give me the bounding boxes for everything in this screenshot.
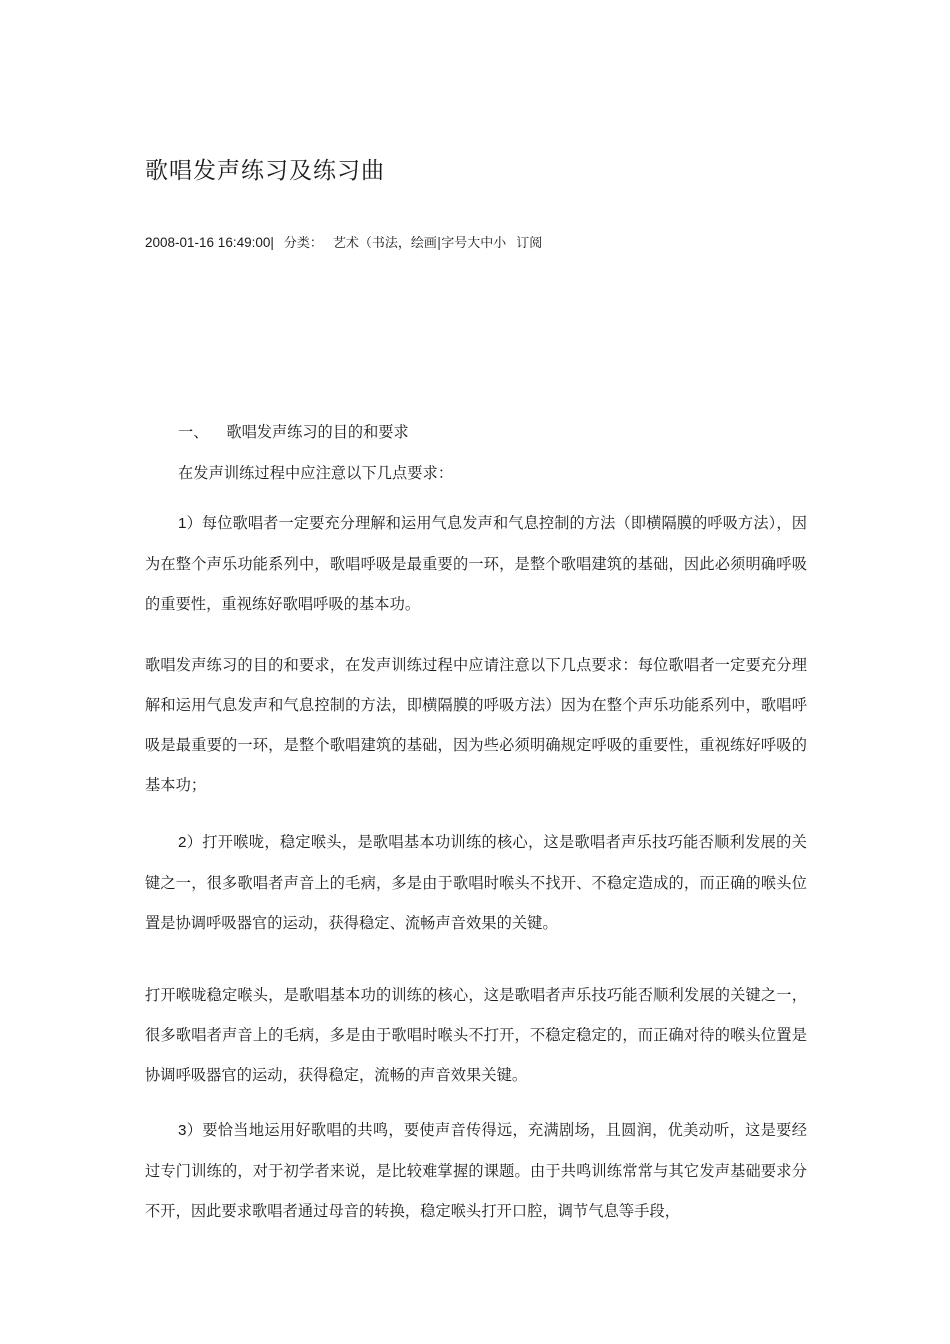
paragraph-1b: 歌唱发声练习的目的和要求，在发声训练过程中应请注意以下几点要求：每位歌唱者一定要充分理解和运用气息发声和气息控制的方法，即横隔膜的呼吸方法）因为在整个声乐功能系列中，歌唱呼吸是最重要的一环，是整个歌唱建筑的基础，因为些必须明确规定呼吸的重要性，重视练好呼吸的基本功； xyxy=(145,656,807,794)
paragraph-2b: 打开喉咙稳定喉头，是歌唱基本功的训练的核心，这是歌唱者声乐技巧能否顺利发展的关键之一，很多歌唱者声音上的毛病，多是由于歌唱时喉头不打开，不稳定稳定的，而正确对待的喉头位置是协调呼吸器官的运动，获得稳定，流畅的声音效果关键。 xyxy=(145,986,807,1084)
category-label: 分类： xyxy=(283,236,323,251)
paragraph-3-number: 3） xyxy=(178,1122,203,1139)
paragraph-1-number: 1） xyxy=(178,515,202,532)
font-size-control[interactable]: |字号大中小 xyxy=(436,236,507,251)
paragraph-2-text: 打开喉咙，稳定喉头，是歌唱基本功训练的核心，这是歌唱者声乐技巧能否顺利发展的关键之一，很多歌唱者声音上的毛病，多是由于歌唱时喉头不找开、不稳定造成的，而正确的喉头位置是协调呼吸器官的运动，获得稳定、流畅声音效果的关键。 xyxy=(145,833,807,932)
paragraph-1 xyxy=(145,503,807,624)
paragraph-1-text: 每位歌唱者一定要充分理解和运用气息发声和气息控制的方法（即横隔膜的呼吸方法），因为在整个声乐功能系列中，歌唱呼吸是最重要的一环，是整个歌唱建筑的基础，因此必须明确呼吸的重要性，重视练好歌唱呼吸的基本功。 xyxy=(145,514,807,613)
paragraph-3-text: 要恰当地运用好歌唱的共鸣，要使声音传得远，充满剧场，且圆润，优美动听，这是要经过专门训练的，对于初学者来说，是比较难掌握的课题。由于共鸣训练常常与其它发声基础要求分不开，因此要求歌唱者通过母音的转换，稳定喉头打开口腔，调节气息等手段， xyxy=(145,1121,807,1220)
section-number: 一、 xyxy=(178,423,209,441)
paragraph-2-number: 2） xyxy=(178,834,203,851)
paragraph-intro: 在发声训练过程中应注意以下几点要求： xyxy=(178,464,454,482)
paragraph-2 xyxy=(145,822,807,943)
section-title: 歌唱发声练习的目的和要求 xyxy=(226,423,409,441)
paragraph-3 xyxy=(145,1110,807,1231)
post-meta xyxy=(145,232,542,251)
page-title: 歌唱发声练习及练习曲 xyxy=(145,158,385,184)
subscribe-link[interactable]: 订阅 xyxy=(516,236,543,251)
post-timestamp: 2008-01-16 16:49:00| xyxy=(145,235,274,250)
section-heading xyxy=(178,412,409,452)
category-link[interactable]: 艺术（书法，绘画 xyxy=(332,236,437,251)
